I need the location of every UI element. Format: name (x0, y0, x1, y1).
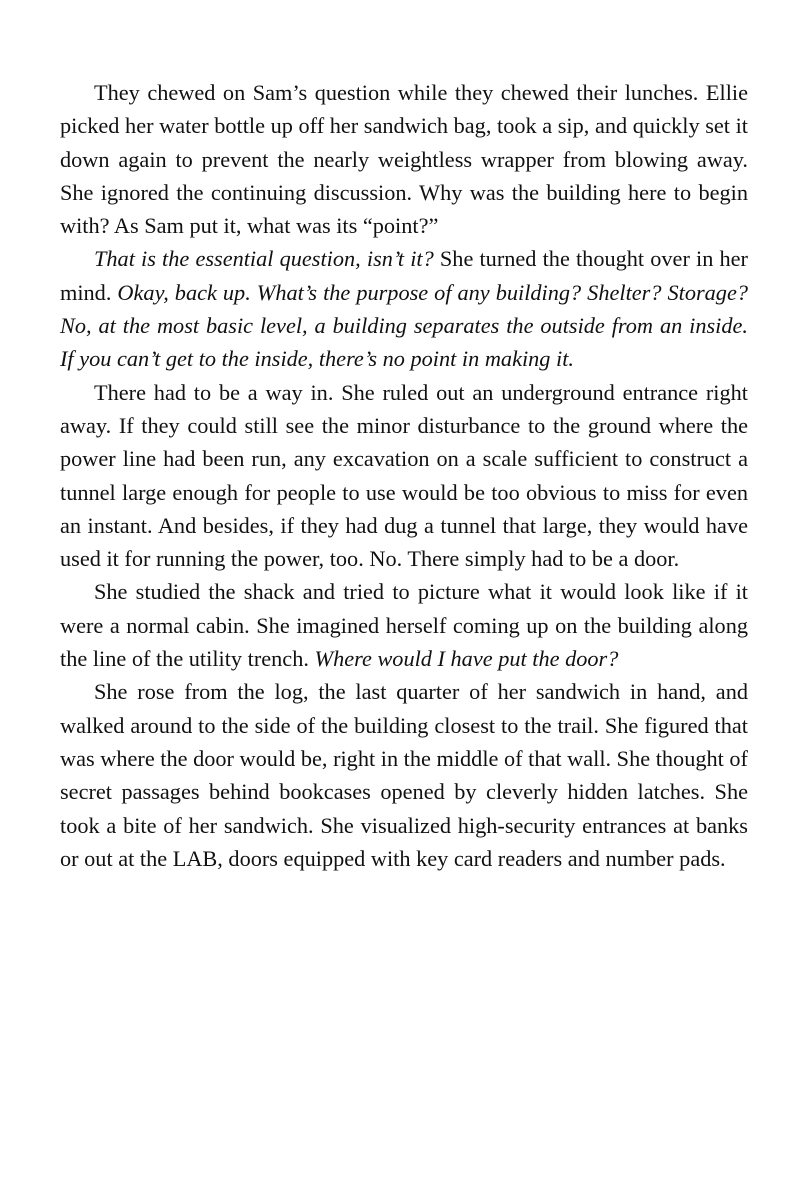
text-run-italic: Okay, back up. What’s the purpose of any building? Shelter? Storage? No, at the most basic level, a building separates the outside from an inside. If you can’t get to the inside, there’s no point in making it. (60, 279, 749, 372)
text-run: She turned the thought over in her mind. (60, 246, 748, 305)
text-run-italic: Where would I have put the door? (314, 646, 619, 672)
text-run-italic: That is the essential question, isn’t it? (94, 246, 434, 272)
text-run: They chewed on Sam’s question while they chewed their lunches. Ellie picked her water bottle up off her sandwich bag, took a sip, and quickly set it down again to prevent the nearly weightless wrapper from blowing away. She ignored the continuing discussion. Why was the building here to begin with? As Sam put it, what was its “point?” (60, 80, 748, 239)
text-run: She studied the shack and tried to picture what it would look like if it were a normal cabin. She imagined herself coming up on the building along the line of the utility trench. (60, 579, 748, 672)
paragraph (60, 242, 748, 375)
paragraph (60, 76, 748, 242)
text-run: There had to be a way in. She ruled out an underground entrance right away. If they could still see the minor disturbance to the ground where the power line had been run, any excavation on a scale sufficient to construct a tunnel large enough for people to use would be too obvious to miss for even an instant. And besides, if they had dug a tunnel that large, they would have used it for running the power, too. No. There simply had to be a door. (60, 379, 748, 572)
paragraph (60, 575, 748, 675)
page-body-text (60, 76, 748, 875)
text-run: She rose from the log, the last quarter of her sandwich in hand, and walked around to the side of the building closest to the trail. She figured that was where the door would be, right in the middle of that wall. She thought of secret passages behind bookcases opened by cleverly hidden latches. She took a bite of her sandwich. She visualized high-security entrances at banks or out at the LAB, doors equipped with key card readers and number pads. (60, 679, 748, 871)
paragraph (60, 376, 748, 576)
paragraph (60, 675, 748, 875)
